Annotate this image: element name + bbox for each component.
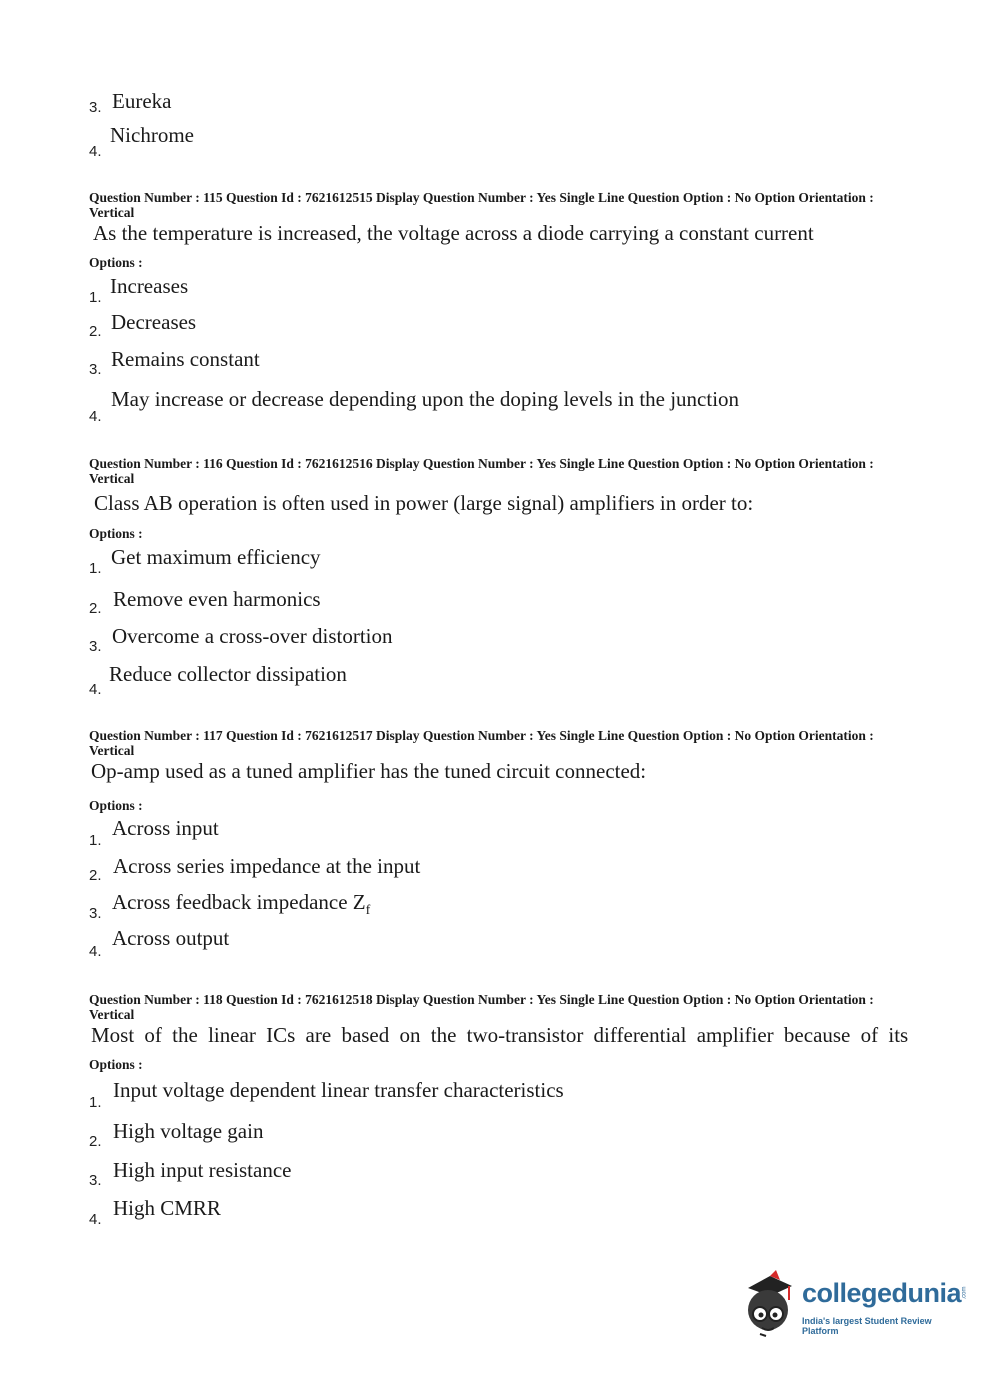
question-meta: Question Number : 116 Question Id : 7621612516 Display Question Number : Yes Single Line Question Option : No Option Orientation : Vertical xyxy=(89,456,874,486)
option-text: Overcome a cross-over distortion xyxy=(112,624,393,648)
option-number: 2. xyxy=(89,323,102,340)
options-label: Options : xyxy=(89,1057,143,1072)
option-text: May increase or decrease depending upon the doping levels in the junction xyxy=(111,387,740,411)
option-number: 3. xyxy=(89,1172,102,1189)
question-meta: Question Number : 115 Question Id : 7621612515 Display Question Number : Yes Single Line Question Option : No Option Orientation : Vertical xyxy=(89,190,874,220)
option-number: 3. xyxy=(89,99,102,116)
option-text: Increases xyxy=(110,274,189,298)
option-text: Across series impedance at the input xyxy=(113,854,421,878)
option-number: 4. xyxy=(89,943,102,960)
option-number: 2. xyxy=(89,1133,102,1150)
option-number: 4. xyxy=(89,1211,102,1228)
option-text: Across input xyxy=(112,816,219,840)
option-number: 2. xyxy=(89,600,102,617)
question-text: Op-amp used as a tuned amplifier has the tuned circuit connected: xyxy=(91,759,647,783)
option-number: 1. xyxy=(89,832,102,849)
logo-wordmark: collegedunia xyxy=(802,1278,962,1308)
question-meta: Question Number : 118 Question Id : 7621612518 Display Question Number : Yes Single Line Question Option : No Option Orientation : Vertical xyxy=(89,992,874,1022)
option-number: 4. xyxy=(89,143,102,160)
mascot-icon xyxy=(740,1268,802,1340)
option-text: Input voltage dependent linear transfer characteristics xyxy=(113,1078,564,1102)
collegedunia-logo xyxy=(740,1268,970,1340)
options-label: Options : xyxy=(89,798,143,813)
option-text: Remains constant xyxy=(111,347,260,371)
option-text: Across output xyxy=(112,926,230,950)
option-number: 1. xyxy=(89,1094,102,1111)
options-label: Options : xyxy=(89,526,143,541)
options-label: Options : xyxy=(89,255,143,270)
option-text: High CMRR xyxy=(113,1196,221,1220)
option-number: 2. xyxy=(89,867,102,884)
option-number: 4. xyxy=(89,681,102,698)
option-number: 4. xyxy=(89,408,102,425)
option-text: Decreases xyxy=(111,310,197,334)
option-number: 3. xyxy=(89,361,102,378)
logo-domain: .com xyxy=(961,1286,968,1300)
option-text: Nichrome xyxy=(110,123,194,147)
question-text: As the temperature is increased, the voltage across a diode carrying a constant current xyxy=(93,221,814,245)
option-text: Across feedback impedance $Z_f$ xyxy=(112,890,371,919)
question-text: Class AB operation is often used in power (large signal) amplifiers in order to: xyxy=(94,491,754,515)
option-text: High voltage gain xyxy=(113,1119,264,1143)
option-text: Reduce collector dissipation xyxy=(109,662,347,686)
logo-tagline: India's largest Student Review Platform xyxy=(802,1316,932,1336)
option-number: 1. xyxy=(89,560,102,577)
option-number: 1. xyxy=(89,289,102,306)
question-meta: Question Number : 117 Question Id : 7621612517 Display Question Number : Yes Single Line Question Option : No Option Orientation : Vertical xyxy=(89,728,874,758)
option-number: 3. xyxy=(89,905,102,922)
option-number: 3. xyxy=(89,638,102,655)
option-text: Remove even harmonics xyxy=(113,587,321,611)
option-text: High input resistance xyxy=(113,1158,292,1182)
question-text: Most of the linear ICs are based on the two-transistor differential amplifier because of its xyxy=(91,1023,909,1047)
option-text: Get maximum efficiency xyxy=(111,545,321,569)
option-text: Eureka xyxy=(112,89,172,113)
